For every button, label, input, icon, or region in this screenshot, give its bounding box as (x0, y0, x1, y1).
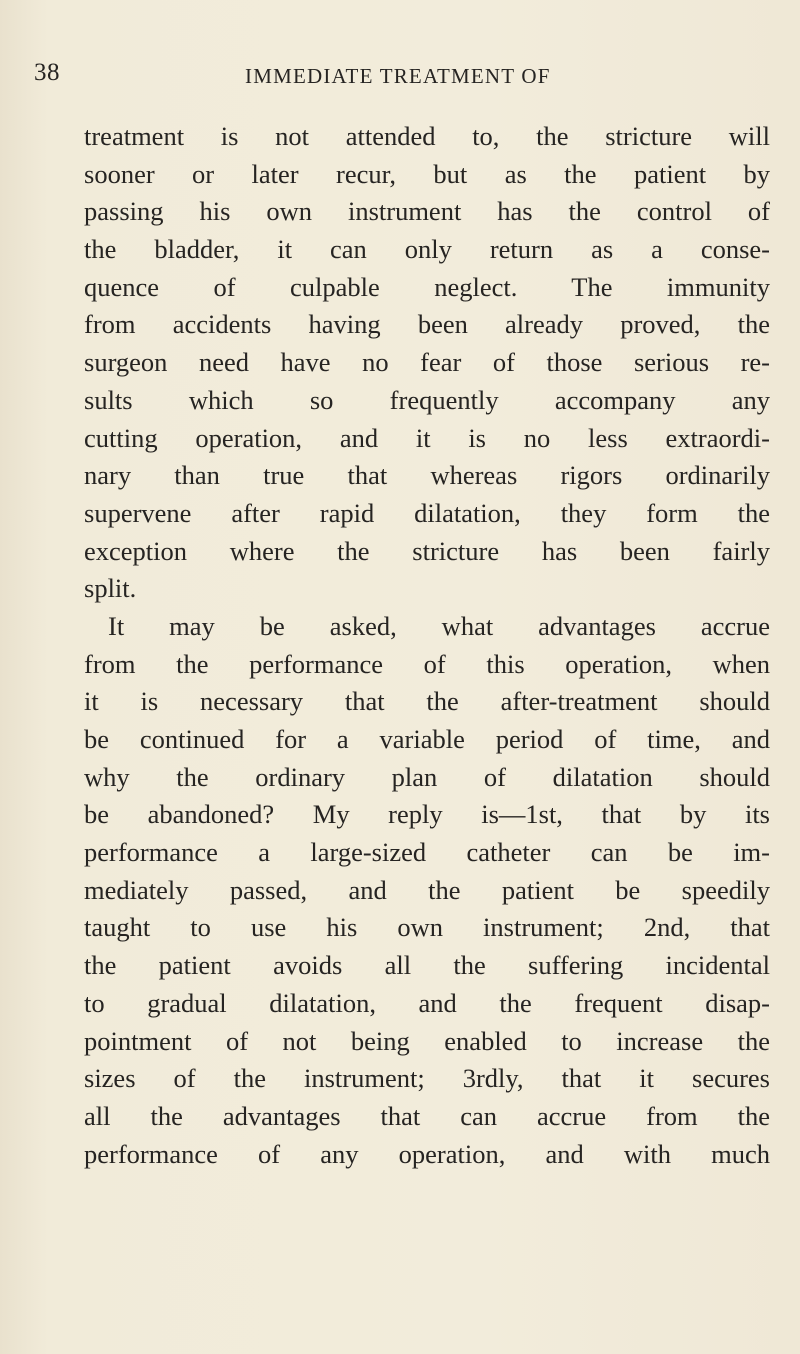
text-line: mediately passed, and the patient be speedily (84, 874, 770, 905)
text-line: sizes of the instrument; 3rdly, that it secures (84, 1063, 770, 1094)
text-line: the bladder, it can only return as a conse- (84, 234, 770, 265)
text-line: from accidents having been already proved, the (84, 309, 770, 340)
text-line: nary than true that whereas rigors ordinarily (84, 460, 770, 491)
text-line: cutting operation, and it is no less extraordi- (84, 422, 770, 453)
body-text (84, 118, 770, 1173)
text-line: treatment is not attended to, the stricture will (84, 121, 770, 151)
running-head: IMMEDIATE TREATMENT OF (245, 64, 551, 88)
text-line: be continued for a variable period of time, and (84, 724, 770, 754)
text-line: from the performance of this operation, when (84, 648, 770, 679)
page-number: 38 (34, 59, 60, 86)
paragraph-start-line: It may be asked, what advantages accrue (108, 610, 770, 641)
text-line: quence of culpable neglect. The immunity (84, 271, 770, 302)
text-line: all the advantages that can accrue from the (84, 1100, 770, 1131)
text-line: to gradual dilatation, and the frequent disap- (84, 987, 770, 1018)
paragraph-end-line: split. (84, 573, 137, 604)
text-line: performance of any operation, and with much (84, 1138, 770, 1169)
text-line: passing his own instrument has the control of (84, 196, 770, 227)
text-line: sooner or later recur, but as the patient by (84, 158, 770, 189)
text-line: exception where the stricture has been fairly (84, 535, 770, 566)
text-line: it is necessary that the after-treatment should (84, 686, 770, 717)
text-line: supervene after rapid dilatation, they form the (84, 497, 770, 528)
text-line: why the ordinary plan of dilatation should (84, 761, 770, 792)
text-line: taught to use his own instrument; 2nd, that (84, 912, 770, 943)
text-line: pointment of not being enabled to increase the (84, 1025, 770, 1056)
text-line: be abandoned? My reply is—1st, that by its (84, 799, 770, 830)
text-line: sults which so frequently accompany any (84, 384, 770, 415)
text-line: the patient avoids all the suffering incidental (84, 950, 770, 981)
page-header (0, 58, 800, 98)
text-line: performance a large-sized catheter can be im- (84, 837, 770, 868)
text-line: surgeon need have no fear of those serious re- (84, 347, 770, 378)
